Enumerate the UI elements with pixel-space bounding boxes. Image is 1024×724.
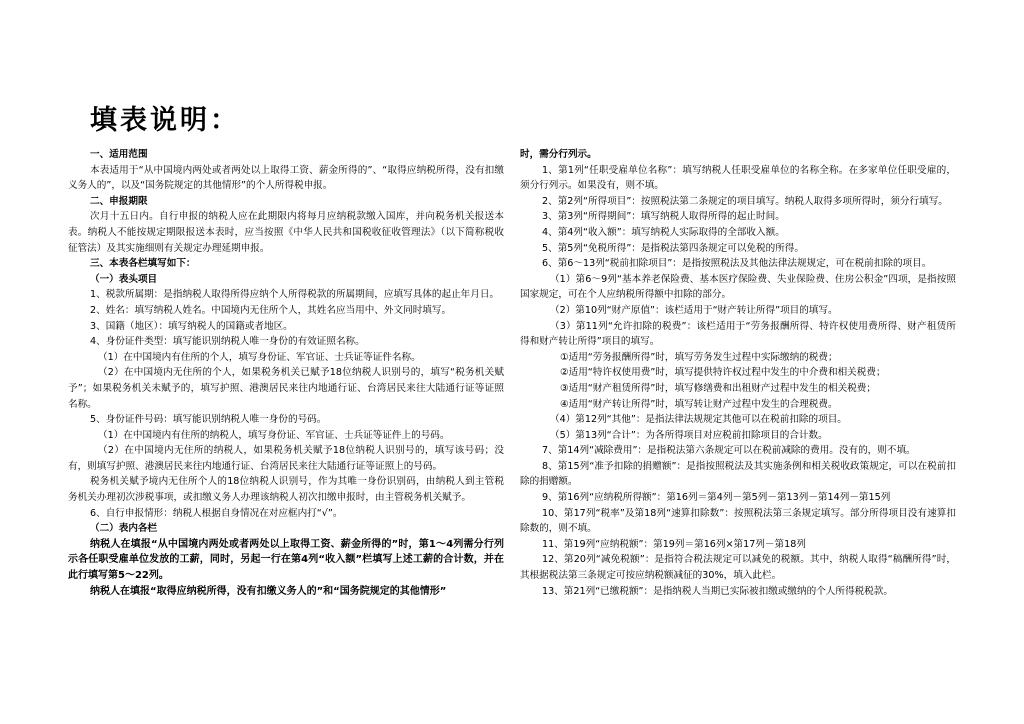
paragraph: 次月十五日内。自行申报的纳税人应在此期限内将每月应纳税款缴入国库，并向税务机关报送本表。纳税人不能按规定期限报送本表时，应当按照《中华人民共和国税收征收管理法》（以下简称税收征管法）及其实施细则有关规定办理延期申报。 — [68, 211, 504, 254]
paragraph: ①适用“劳务报酬所得”时，填写劳务发生过程中实际缴纳的税费； — [560, 351, 838, 363]
paragraph: 5、第5列“免税所得”：是指税法第四条规定可以免税的所得。 — [542, 242, 804, 254]
paragraph: 12、第20列“减免税额”：是指符合税法规定可以减免的税额。其中，纳税人取得“稿酬所得”时，其根据税法第三条规定可按应纳税额减征的30%，填入此栏。 — [520, 554, 956, 582]
paragraph: 1、第1列“任职受雇单位名称”：填写纳税人任职受雇单位的名称全称。在多家单位任职受雇的，须分行列示。如果没有，则不填。 — [520, 164, 956, 192]
paragraph: （2）在中国境内无住所的个人，如果税务机关已赋予18位纳税人识别号的，填写“税务机关赋予”；如果税务机关未赋予的，填写护照、港澳居民来往内地通行证、台湾居民来往大陆通行证等证照名称。 — [68, 367, 504, 410]
paragraph: 税务机关赋予境内无住所个人的18位纳税人识别号，作为其唯一身份识别码，由纳税人到主管税务机关办理初次涉税事项，或扣缴义务人办理该纳税人初次扣缴申报时，由主管税务机关赋予。 — [68, 476, 504, 504]
page-title: 填表说明： — [90, 105, 240, 136]
paragraph: 纳税人在填报“取得应纳税所得，没有扣缴义务人的”和“国务院规定的其他情形” — [90, 585, 447, 597]
left-column — [68, 147, 504, 599]
paragraph: （二）表内各栏 — [90, 523, 158, 535]
paragraph: 11、第19列“应纳税额”：第19列＝第16列×第17列－第18列 — [542, 538, 806, 550]
paragraph: ④适用“财产转让所得”时，填写转让财产过程中发生的合理税费。 — [560, 398, 838, 410]
paragraph: （5）第13列“合计”：为各所得项目对应税前扣除项目的合计数。 — [550, 429, 828, 441]
paragraph: 10、第17列“税率”及第18列“速算扣除数”：按照税法第三条规定填写。部分所得项目没有速算扣除数的，则不填。 — [520, 507, 956, 535]
paragraph: 5、身份证件号码：填写能识别纳税人唯一身份的号码。 — [90, 414, 327, 426]
paragraph: 13、第21列“已缴税额”：是指纳税人当期已实际被扣缴或缴纳的个人所得税税款。 — [542, 585, 893, 597]
paragraph: 4、第4列“收入额”：填写纳税人实际取得的全部收入额。 — [542, 226, 785, 238]
paragraph: 4、身份证件类型：填写能识别纳税人唯一身份的有效证照名称。 — [90, 336, 365, 348]
paragraph: （4）第12列“其他”：是指法律法规规定其他可以在税前扣除的项目。 — [550, 414, 847, 426]
paragraph: 一、适用范围 — [90, 149, 148, 160]
paragraph: 3、第3列“所得期间”：填写纳税人取得所得的起止时间。 — [542, 211, 785, 223]
paragraph: （一）表头项目 — [90, 273, 158, 285]
paragraph: 二、申报期限 — [90, 195, 148, 207]
paragraph: 7、第14列“减除费用”：是指税法第六条规定可以在税前减除的费用。没有的，则不填。 — [542, 445, 916, 457]
paragraph: 9、第16列“应纳税所得额”：第16列＝第4列－第5列－第13列－第14列－第15列 — [542, 492, 891, 504]
paragraph: 6、自行申报情形：纳税人根据自身情况在对应框内打“√”。 — [90, 507, 343, 519]
paragraph: 时，需分行列示。 — [520, 149, 597, 160]
paragraph: （1）第6～9列“基本养老保险费、基本医疗保险费、失业保险费、住房公积金”四项，是指按照国家规定，可在个人应纳税所得额中扣除的部分。 — [520, 273, 956, 301]
paragraph: 2、第2列“所得项目”：按照税法第二条规定的项目填写。纳税人取得多项所得时，须分行填写。 — [542, 195, 948, 207]
paragraph: 8、第15列“准予扣除的捐赠额”：是指按照税法及其实施条例和相关税收政策规定，可以在税前扣除的捐赠额。 — [520, 460, 956, 488]
paragraph: （1）在中国境内有住所的纳税人，填写身份证、军官证、士兵证等证件上的号码。 — [98, 429, 450, 441]
paragraph: 2、姓名：填写纳税人姓名。中国境内无住所个人，其姓名应当用中、外文同时填写。 — [90, 304, 452, 316]
paragraph: （3）第11列“允许扣除的税费”：该栏适用于“劳务报酬所得、特许权使用费所得、财产租赁所得和财产转让所得”项目的填写。 — [520, 320, 956, 348]
paragraph: （1）在中国境内有住所的个人，填写身份证、军官证、士兵证等证件名称。 — [98, 351, 421, 363]
paragraph: 纳税人在填报“从中国境内两处或者两处以上取得工资、薪金所得的”时，第1～4列需分行列示各任职受雇单位发放的工薪，同时，另起一行在第4列“收入额”栏填写上述工薪的合计数，并在此行填写第5～22列。 — [68, 538, 504, 582]
paragraph: 三、本表各栏填写如下： — [90, 258, 196, 270]
paragraph: 本表适用于“从中国境内两处或者两处以上取得工资、薪金所得的”、“取得应纳税所得，没有扣缴义务人的”，以及“国务院规定的其他情形”的个人所得税申报。 — [68, 164, 504, 192]
paragraph: ②适用“特许权使用费”时，填写提供特许权过程中发生的中介费和相关税费； — [560, 367, 886, 379]
paragraph: ③适用“财产租赁所得”时，填写修缮费和出租财产过程中发生的相关税费； — [560, 382, 876, 394]
paragraph: 6、第6～13列“税前扣除项目”：是指按照税法及其他法律法规规定，可在税前扣除的项目。 — [542, 258, 932, 270]
paragraph: （2）在中国境内无住所的纳税人，如果税务机关赋予18位纳税人识别号的，填写该号码；没有，则填写护照、港澳居民来往内地通行证、台湾居民来往大陆通行证等证照上的号码。 — [68, 445, 504, 472]
right-column — [520, 147, 956, 599]
paragraph: （2）第10列“财产原值”：该栏适用于“财产转让所得”项目的填写。 — [550, 304, 838, 316]
paragraph: 3、国籍（地区）：填写纳税人的国籍或者地区。 — [90, 320, 293, 332]
paragraph: 1、税款所属期：是指纳税人取得所得应纳个人所得税款的所属期间，应填写具体的起止年月日。 — [90, 289, 500, 301]
